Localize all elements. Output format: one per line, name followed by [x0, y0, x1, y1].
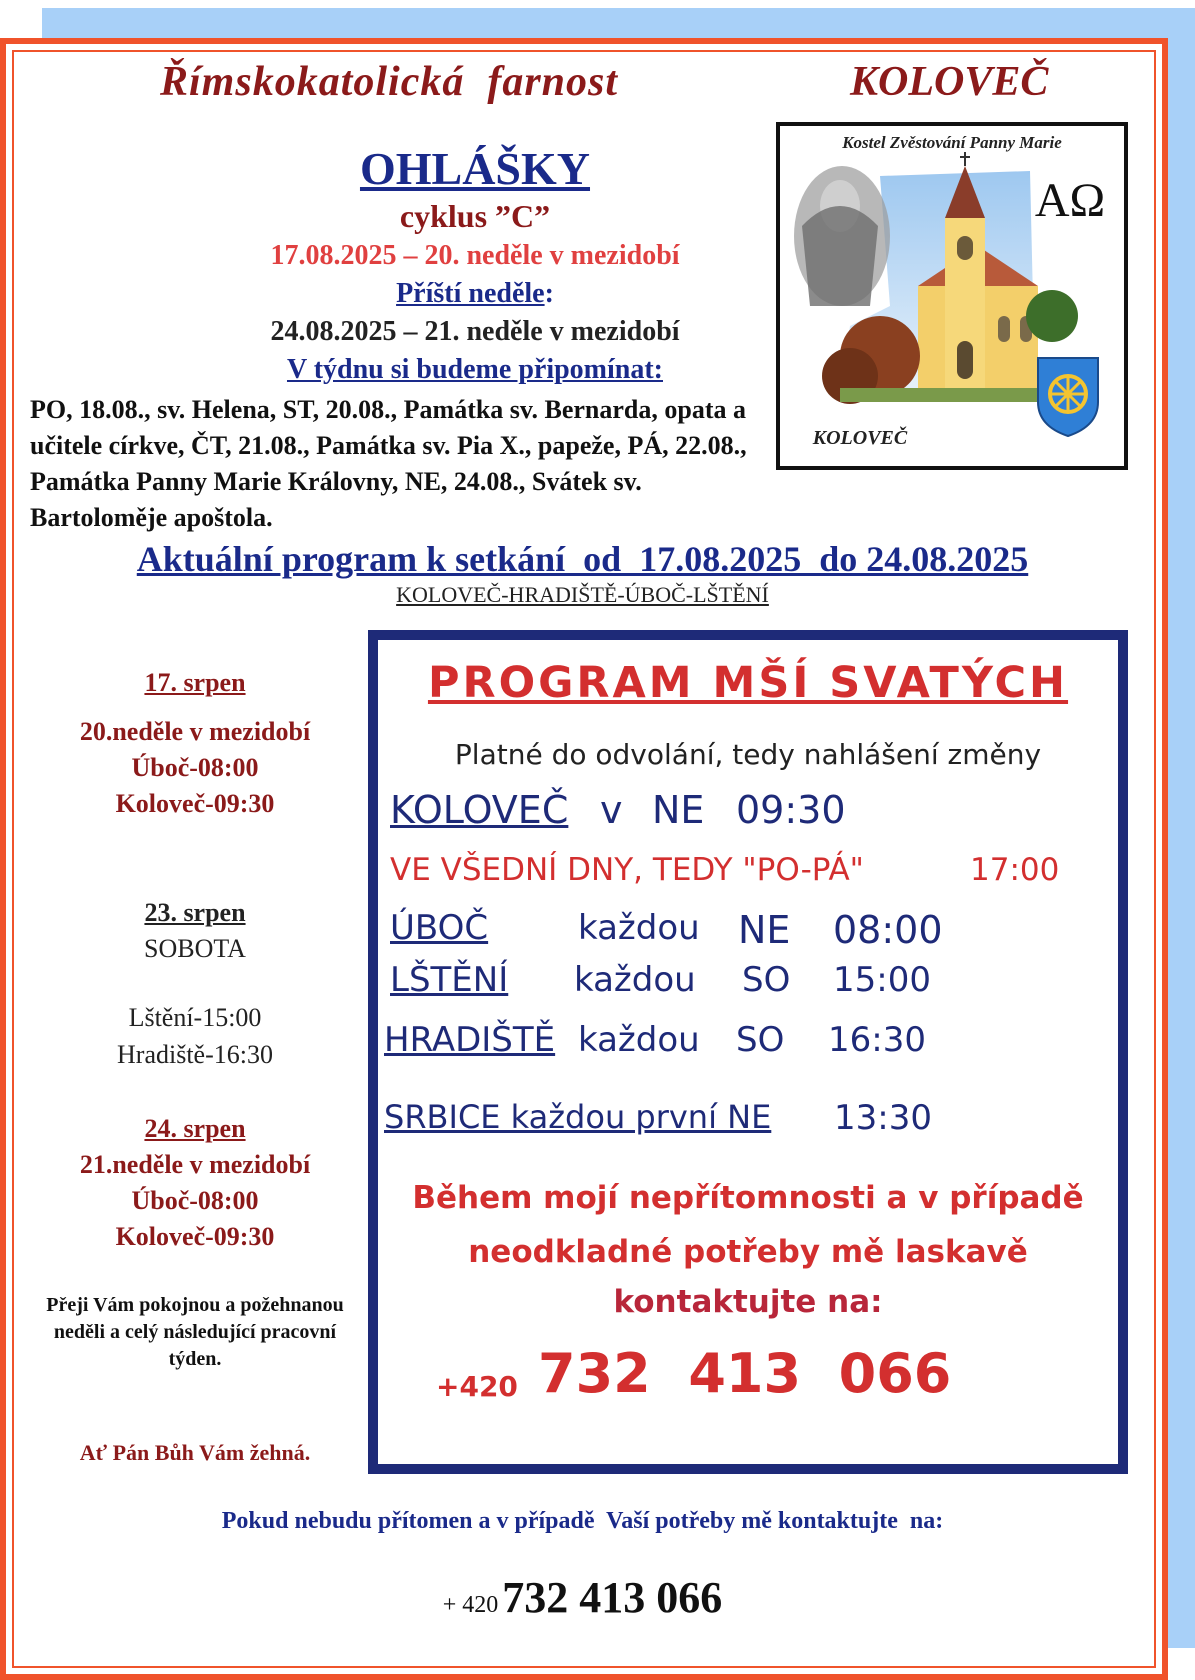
box-phone-number[interactable]: 732 413 066	[538, 1342, 952, 1405]
mass-place: ÚBOČ	[390, 908, 489, 948]
weekday-time: 17:00	[970, 852, 1060, 888]
mass-place: LŠTĚNÍ	[390, 960, 509, 1000]
schedule-date: 24. srpen	[144, 1114, 246, 1143]
current-sunday: 17.08.2025 – 20. neděle v mezidobí	[270, 240, 680, 271]
wish-text: Přeji Vám pokojnou a požehnanou neděli a celý následující pracovní týden.	[46, 1294, 344, 1370]
mass-place: HRADIŠTĚ	[384, 1020, 556, 1060]
next-sunday-colon: :	[544, 278, 554, 309]
absence-line: Během mojí nepřítomnosti a v případě	[412, 1180, 1084, 1216]
church-caption-bottom: KOLOVEČ	[812, 427, 908, 449]
alpha-omega-symbol: AΩ	[1034, 174, 1106, 227]
footer-text: Pokud nebudu přítomen a v případě Vaší potřeby mě kontaktujte na:	[221, 1508, 944, 1534]
week-label: V týdnu si budeme připomínat:	[286, 354, 663, 385]
blessing-text: Ať Pán Bůh Vám žehná.	[79, 1440, 311, 1465]
liturgical-cycle: cyklus ”C”	[399, 198, 551, 234]
mass-every: každou	[578, 908, 700, 948]
mass-time: 15:00	[833, 960, 931, 1000]
announcements-title: OHLÁŠKY	[359, 143, 591, 194]
mass-program-box	[368, 630, 1128, 1474]
schedule-date: 23. srpen	[144, 898, 246, 927]
mass-program-subtitle: Platné do odvolání, tedy nahlášení změny	[454, 738, 1042, 771]
mass-time: 09:30	[736, 788, 846, 832]
schedule-day: 21.neděle v mezidobí	[79, 1150, 311, 1179]
mass-program-title: PROGRAM MŠÍ SVATÝCH	[427, 658, 1069, 708]
week-feasts: PO, 18.08., sv. Helena, ST, 20.08., Památka sv. Bernarda, opata a učitele církve, ČT, 21.08., Památka sv. Pia X., papeže, PÁ, 22.08., Památka Panny Marie Královny, NE, 24.08., Svátek sv. Bartoloměje apoštola.	[30, 395, 747, 532]
mass-every: každou	[578, 1020, 700, 1060]
schedule-day: SOBOTA	[144, 934, 246, 963]
schedule-line: Koloveč-09:30	[115, 1222, 275, 1251]
next-sunday-label-text: Příští neděle	[396, 278, 545, 309]
box-phone-prefix: +420	[436, 1370, 518, 1403]
schedule-line: Úboč-08:00	[131, 1186, 259, 1215]
church-illustration	[780, 126, 1124, 466]
srbice-time: 13:30	[834, 1098, 932, 1138]
mass-place: KOLOVEČ	[390, 788, 569, 832]
mass-time: 08:00	[833, 908, 943, 952]
srbice-text: SRBICE každou první NE	[384, 1098, 772, 1136]
schedule-date: 17. srpen	[144, 668, 246, 697]
mass-time: 16:30	[828, 1020, 926, 1060]
schedule-line: Hradiště-16:30	[117, 1040, 273, 1069]
mass-v: v	[600, 788, 623, 832]
footer-phone	[20, 1572, 1145, 1623]
coat-of-arms-icon	[1038, 358, 1098, 436]
mass-day: NE	[652, 788, 705, 832]
church-image	[776, 122, 1128, 470]
footer-phone-prefix: + 420	[442, 1592, 499, 1618]
absence-line: kontaktujte na:	[613, 1284, 883, 1320]
absence-line: neodkladné potřeby mě laskavě	[468, 1234, 1028, 1270]
mass-day: SO	[742, 960, 791, 1000]
mass-day: SO	[736, 1020, 785, 1060]
church-caption-top: Kostel Zvěstování Panny Marie	[842, 133, 1062, 152]
next-sunday: 24.08.2025 – 21. neděle v mezidobí	[270, 316, 680, 347]
schedule-day: 20.neděle v mezidobí	[79, 717, 311, 746]
weekday-text: VE VŠEDNÍ DNY, TEDY "PO-PÁ"	[390, 852, 864, 888]
mass-day: NE	[738, 908, 791, 952]
mass-every: každou	[574, 960, 696, 1000]
schedule-line: Koloveč-09:30	[115, 789, 275, 818]
village-title: KOLOVEČ	[850, 59, 1049, 105]
parish-title: Římskokatolická farnost	[160, 59, 619, 105]
program-title: Aktuální program k setkání od 17.08.2025 do 24.08.2025	[136, 539, 1029, 579]
schedule-line: Lštění-15:00	[128, 1003, 262, 1032]
program-places: KOLOVEČ-HRADIŠTĚ-ÚBOČ-LŠTĚNÍ	[396, 582, 769, 607]
footer-phone-number[interactable]: 732 413 066	[502, 1573, 723, 1622]
schedule-line: Úboč-08:00	[131, 753, 259, 782]
